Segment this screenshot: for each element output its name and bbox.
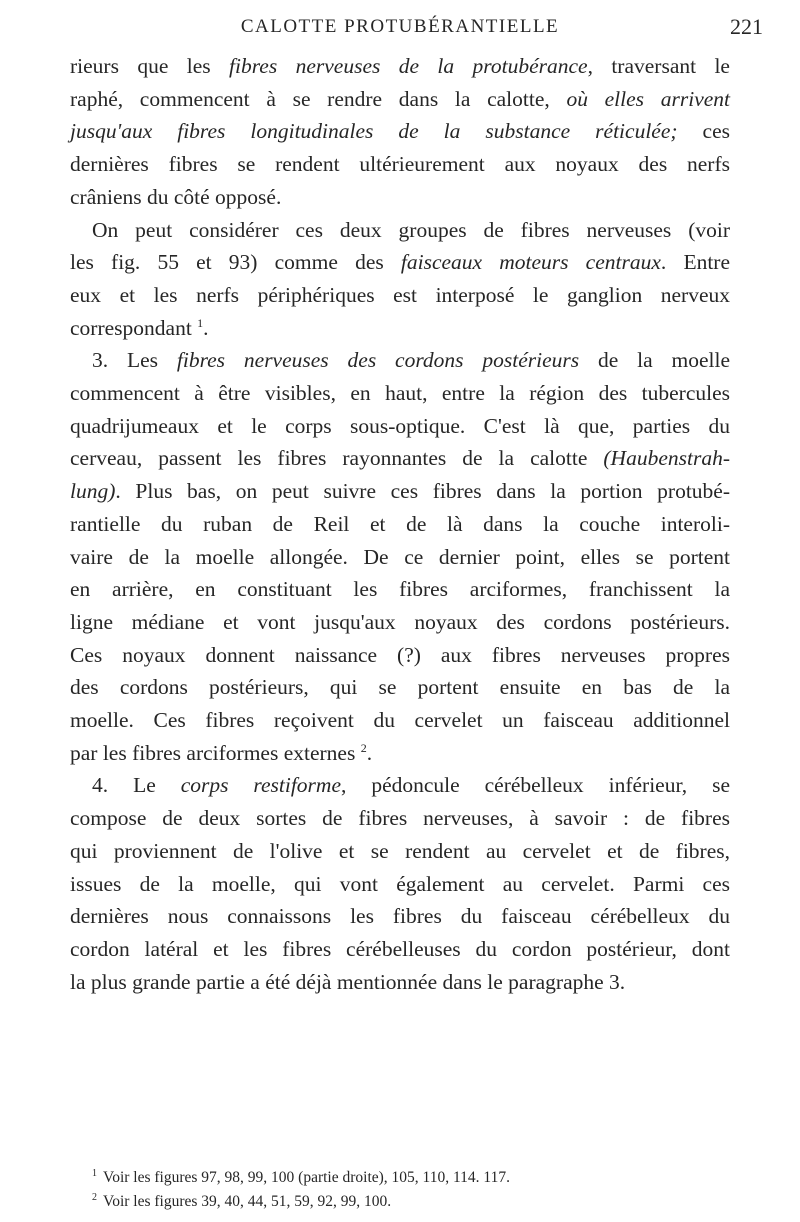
- text-line: compose de deux sortes de fibres nerveuses, à savoir : de fibres: [70, 806, 730, 831]
- footnote-ref: 1: [197, 315, 204, 330]
- text-line: eux et les nerfs périphériques est interposé le ganglion nerveux: [70, 282, 730, 307]
- text-line: vaire de la moelle allongée. De ce dernier point, elles se portent: [70, 544, 730, 569]
- text-line: jusqu'aux fibres longitudinales de la substance réticulée; ces: [70, 119, 730, 144]
- text-line: la plus grande partie a été déjà mentionnée dans le paragraphe 3.: [70, 969, 626, 994]
- text-line: Ces noyaux donnent naissance (?) aux fibres nerveuses propres: [70, 642, 730, 667]
- text-line: On peut considérer ces deux groupes de fibres nerveuses (voir: [92, 217, 730, 242]
- footnote: [92, 1188, 732, 1212]
- text-line: lung). Plus bas, on peut suivre ces fibres dans la portion protubé-: [70, 479, 730, 504]
- footnote-ref: 2: [360, 740, 367, 755]
- body-text: [70, 50, 730, 998]
- text-line: cordon latéral et les fibres cérébelleuses du cordon postérieur, dont: [70, 936, 730, 961]
- page-number: 221: [730, 14, 763, 39]
- text-line: moelle. Ces fibres reçoivent du cervelet un faisceau additionnel: [70, 708, 730, 733]
- text-line: les fig. 55 et 93) comme des faisceaux moteurs centraux. Entre: [70, 250, 731, 275]
- text-line: crâniens du côté opposé.: [70, 184, 282, 209]
- text-line: dernières fibres se rendent ultérieurement aux noyaux des nerfs: [70, 152, 730, 177]
- text-line: raphé, commencent à se rendre dans la calotte, où elles arrivent: [70, 86, 730, 111]
- text-line: ligne médiane et vont jusqu'aux noyaux des cordons postérieurs.: [70, 609, 730, 634]
- text-line: 3. Les fibres nerveuses des cordons postérieurs de la moelle: [92, 348, 730, 373]
- text-line: en arrière, en constituant les fibres arciformes, franchissent la: [70, 577, 730, 602]
- running-title: CALOTTE PROTUBÉRANTIELLE: [240, 16, 560, 37]
- footnote-text: Voir les figures 97, 98, 99, 100 (partie droite), 105, 110, 114. 117.: [103, 1169, 510, 1187]
- text-line: rieurs que les fibres nerveuses de la protubérance, traversant le: [70, 54, 730, 78]
- text-line: issues de la moelle, qui vont également au cervelet. Parmi ces: [70, 871, 730, 896]
- page-header: [70, 16, 800, 46]
- text-line: des cordons postérieurs, qui se portent ensuite en bas de la: [70, 675, 730, 700]
- footnote-text: Voir les figures 39, 40, 44, 51, 59, 92, 99, 100.: [103, 1193, 392, 1211]
- text-line: correspondant $^1$.: [70, 315, 209, 340]
- footnote-mark: 2: [92, 1192, 97, 1204]
- footnote-mark: 1: [92, 1168, 97, 1179]
- text-line: dernières nous connaissons les fibres du faisceau cérébelleux du: [70, 904, 730, 929]
- text-line: par les fibres arciformes externes $^2$.: [70, 740, 373, 765]
- text-line: 4. Le corps restiforme, pédoncule cérébelleux inférieur, se: [92, 773, 730, 798]
- footnote: [92, 1164, 732, 1188]
- text-line: rantielle du ruban de Reil et de là dans la couche interoli-: [70, 511, 730, 536]
- text-line: qui proviennent de l'olive et se rendent au cervelet et de fibres,: [70, 838, 730, 863]
- text-line: commencent à être visibles, en haut, entre la région des tubercules: [70, 381, 730, 406]
- footnotes: [92, 1164, 732, 1212]
- text-line: cerveau, passent les fibres rayonnantes de la calotte (Haubenstrah-: [70, 446, 730, 471]
- text-line: quadrijumeaux et le corps sous-optique. C'est là que, parties du: [70, 413, 730, 438]
